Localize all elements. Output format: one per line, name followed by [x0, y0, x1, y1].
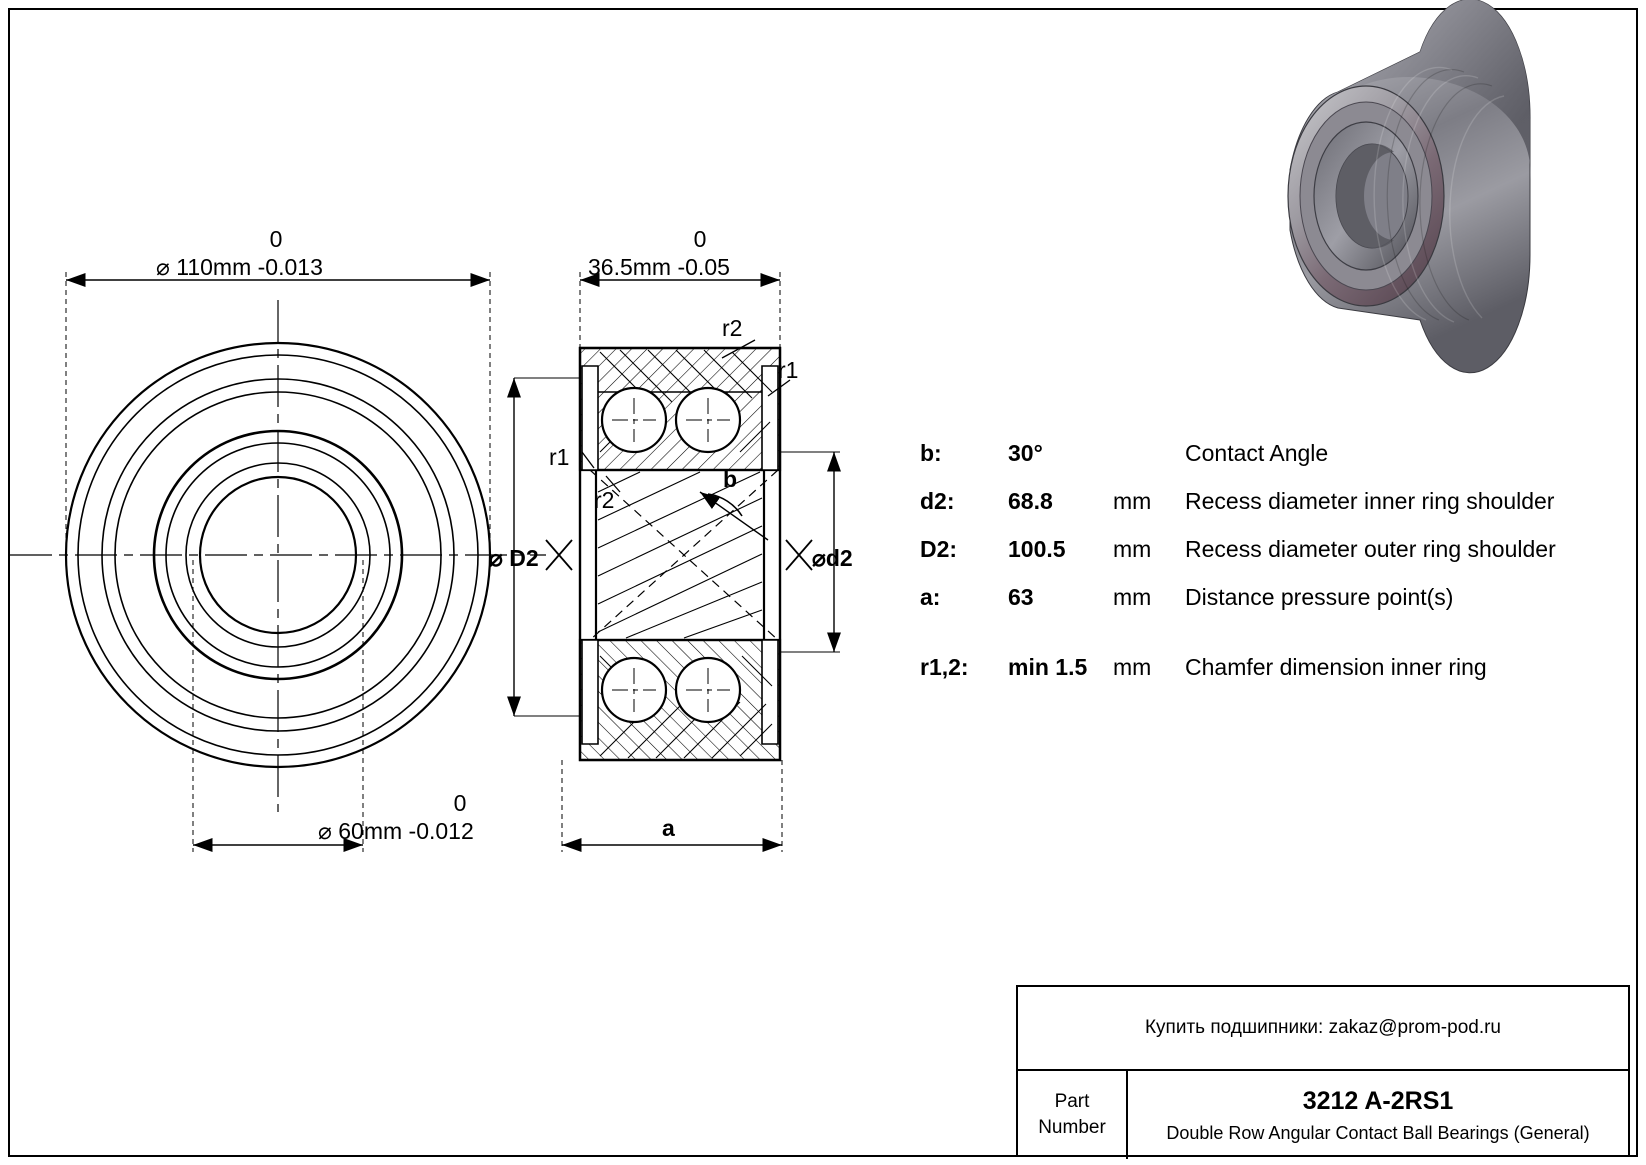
section-width-text [588, 254, 730, 281]
spec-row [920, 488, 1560, 536]
part-number-label [1018, 1071, 1128, 1159]
spec-description: Chamfer dimension inner ring [1185, 654, 1487, 680]
front-bore-value: 60mm [338, 818, 403, 844]
front-outer-tol-upper: 0 [269, 226, 283, 252]
front-outer-value: 110mm [176, 254, 252, 280]
spec-value: 63 [1008, 584, 1034, 610]
spec-row [920, 584, 1560, 632]
diameter-symbol-icon: ⌀ [156, 254, 170, 280]
section-view [546, 348, 812, 760]
part-description: Double Row Angular Contact Ball Bearings (General) [1166, 1122, 1590, 1143]
spec-symbol: a: [920, 584, 941, 610]
label-D2: ⌀ D2 [489, 545, 539, 571]
part-number-label-line2: Number [1038, 1117, 1106, 1138]
spec-unit: mm [1113, 654, 1152, 680]
section-width-value: 36.5mm [588, 254, 672, 280]
spec-row [920, 440, 1560, 488]
title-block-part-row [1018, 1071, 1628, 1159]
section-width-tol-upper: 0 [693, 226, 707, 252]
section-width-tol-lower: -0.05 [677, 254, 730, 280]
specification-table [920, 440, 1560, 702]
title-block [1016, 985, 1630, 1157]
part-number: 3212 A-2RS1 [1302, 1086, 1454, 1115]
spec-unit: mm [1113, 536, 1152, 562]
front-outer-tol-lower: -0.013 [257, 254, 323, 280]
diameter-symbol-icon: ⌀ [318, 818, 332, 844]
bearing-3d-render [1288, 0, 1530, 373]
spec-value: 68.8 [1008, 488, 1053, 514]
label-d2: ⌀d2 [812, 545, 853, 571]
spec-row [920, 536, 1560, 584]
spec-symbol: r1,2: [920, 654, 969, 680]
spec-unit: mm [1113, 488, 1152, 514]
label-r2-left: r2 [594, 487, 615, 513]
label-r2-top: r2 [722, 315, 743, 341]
part-number-label-line1: Part [1054, 1091, 1090, 1113]
spec-description: Recess diameter outer ring shoulder [1185, 536, 1556, 562]
part-number-value-cell [1128, 1071, 1628, 1159]
front-bore-tol-lower: -0.012 [408, 818, 474, 844]
spec-description: Contact Angle [1185, 440, 1329, 466]
front-bore-diameter-text [318, 818, 474, 845]
spec-unit: mm [1113, 584, 1152, 610]
spec-symbol: D2: [920, 536, 958, 562]
front-view [10, 300, 546, 812]
spec-symbol: d2: [920, 488, 955, 514]
section-width-dimension [580, 272, 780, 348]
label-r1-left: r1 [549, 444, 570, 470]
label-r1-top: r1 [778, 357, 799, 383]
spec-row [920, 654, 1560, 702]
spec-symbol: b: [920, 440, 942, 466]
title-block-contact-row [1018, 987, 1628, 1071]
spec-description: Distance pressure point(s) [1185, 584, 1454, 610]
spec-value: min 1.5 [1008, 654, 1088, 680]
front-bore-tol-upper: 0 [453, 790, 467, 816]
label-contact-angle-b: b [723, 466, 738, 492]
label-a: a [662, 815, 675, 841]
spec-value: 100.5 [1008, 536, 1066, 562]
spec-description: Recess diameter inner ring shoulder [1185, 488, 1555, 514]
contact-line: Купить подшипники: zakaz@prom-pod.ru [1144, 1017, 1502, 1038]
front-outer-diameter-text [156, 254, 323, 281]
spec-value: 30° [1008, 440, 1043, 466]
